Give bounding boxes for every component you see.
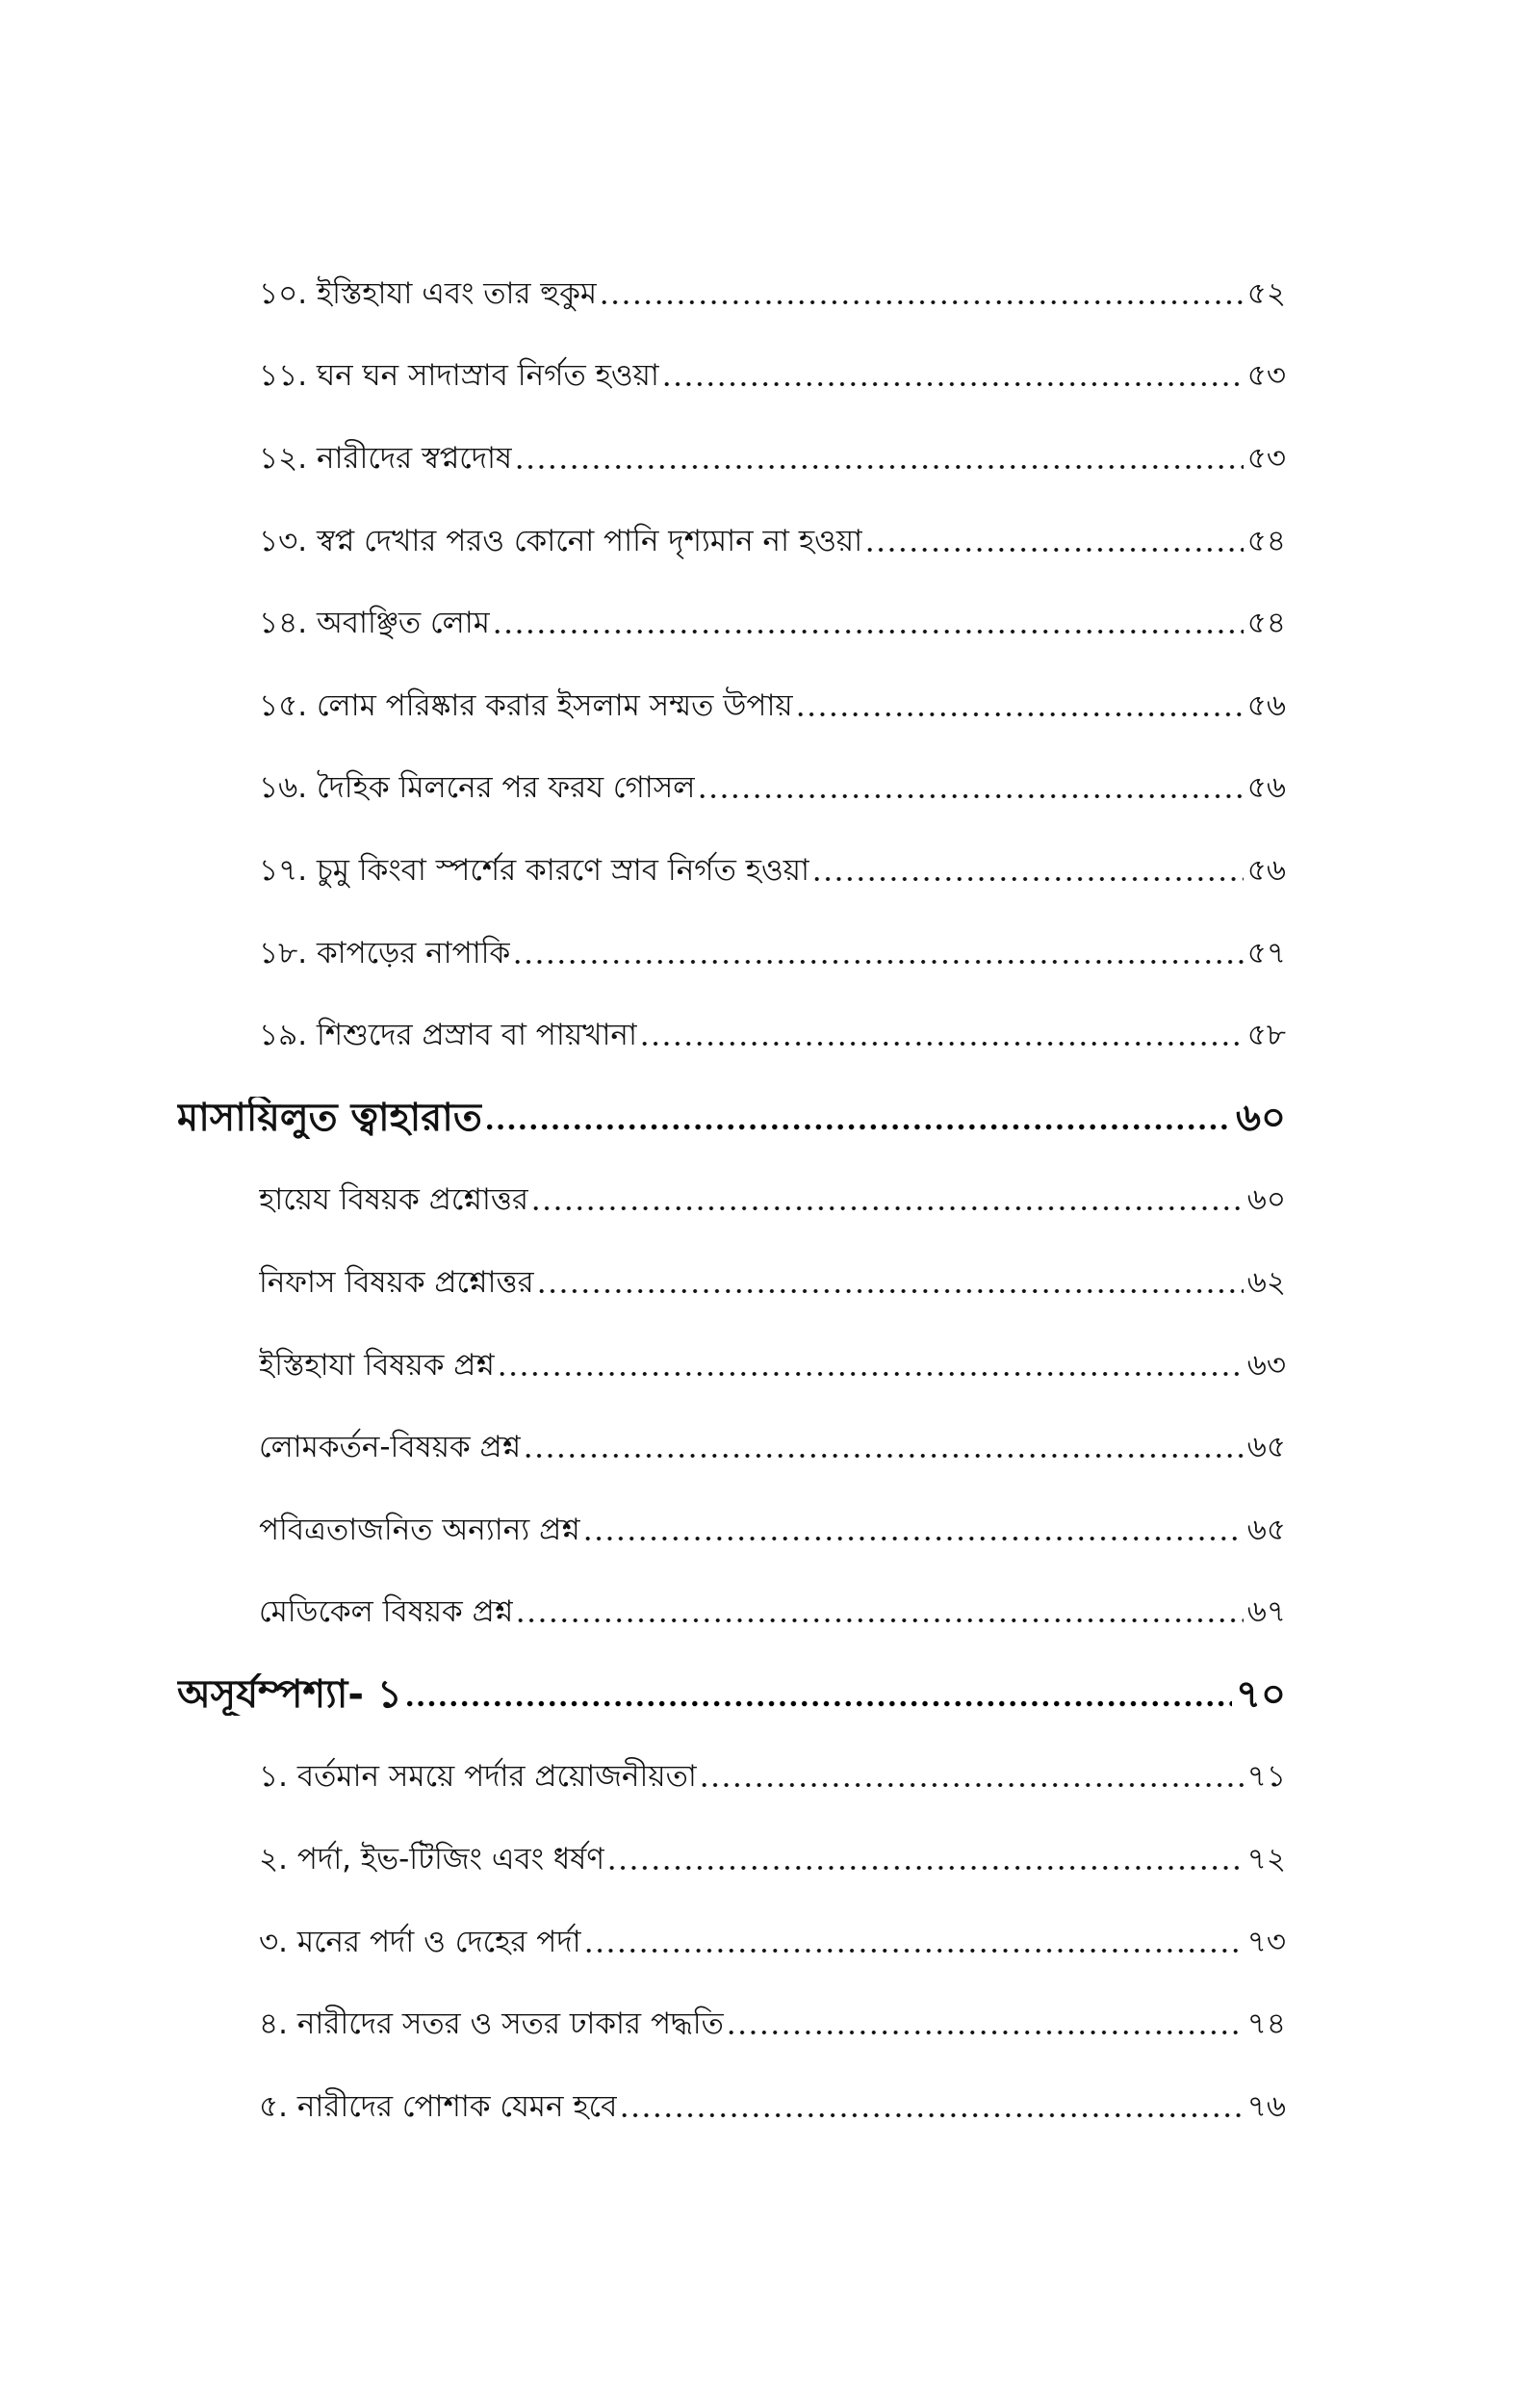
toc-entry-title: ৩. মনের পর্দা ও দেহের পর্দা — [259, 1924, 581, 1959]
toc-entry-title: ৫. নারীদের পোশাক যেমন হবে — [259, 2088, 618, 2124]
toc-entry — [177, 1982, 1286, 2065]
toc-entry-page-number: ৫৬ — [1246, 852, 1286, 888]
toc-entry-page-number: ৫৭ — [1246, 935, 1286, 971]
toc-entry-page-number: ৬২ — [1246, 1264, 1286, 1300]
toc-entry-page-number: ৭৪ — [1246, 2006, 1286, 2042]
toc-entry-title: ১২. নারীদের স্বপ্নদোষ — [259, 440, 513, 476]
dot-leader — [795, 685, 1244, 727]
toc-entry — [177, 1736, 1286, 1819]
toc-entry — [177, 1571, 1286, 1654]
toc-entry-title: ১৩. স্বপ্ন দেখার পরও কোনো পানি দৃশ্যমান না হওয়া — [259, 523, 863, 558]
dot-leader — [599, 272, 1244, 315]
toc-section-heading — [177, 1076, 1286, 1159]
dot-leader — [523, 1426, 1244, 1468]
toc-entry-page-number: ৫৩ — [1246, 440, 1286, 476]
dot-leader — [697, 766, 1243, 809]
dot-leader — [536, 1261, 1244, 1304]
toc-entry-title: ৪. নারীদের সতর ও সতর ঢাকার পদ্ধতি — [259, 2006, 724, 2042]
dot-leader — [726, 2003, 1244, 2045]
dot-leader — [699, 1755, 1244, 1798]
toc-entry-title: হায়েয বিষয়ক প্রশ্নোত্তর — [259, 1182, 529, 1218]
dot-leader — [582, 1509, 1244, 1551]
toc-entry-title: লোমকর্তন-বিষয়ক প্রশ্ন — [259, 1430, 522, 1465]
toc-section-title: মাসায়িলুত ত্বাহারাত — [177, 1096, 482, 1139]
toc-entry-title: নিফাস বিষয়ক প্রশ্নোত্তর — [259, 1264, 534, 1300]
toc-entry — [177, 1901, 1286, 1983]
toc-entry — [177, 417, 1286, 500]
toc-entry — [177, 664, 1286, 747]
toc-entry-page-number: ৬০ — [1246, 1182, 1286, 1218]
toc-entry-page-number: ৬৫ — [1246, 1430, 1286, 1465]
toc-entry — [177, 1488, 1286, 1571]
toc-entry-title: ২. পর্দা, ইভ-টিজিং এবং ধর্ষণ — [259, 1842, 605, 1877]
toc-entry-page-number: ৫২ — [1246, 275, 1286, 311]
dot-leader — [514, 437, 1244, 479]
toc-entry — [177, 1159, 1286, 1242]
dot-leader — [864, 520, 1244, 562]
toc-entry-title: পবিত্রতাজনিত অন্যান্য প্রশ্ন — [259, 1512, 580, 1547]
toc-entry-page-number: ৭৬ — [1246, 2088, 1286, 2124]
toc-entry-title: মেডিকেল বিষয়ক প্রশ্ন — [259, 1594, 514, 1630]
dot-leader — [515, 1591, 1243, 1633]
toc-entry-page-number: ৫৬ — [1246, 770, 1286, 806]
toc-entry — [177, 912, 1286, 995]
toc-entry-title: ১৫. লোম পরিষ্কার করার ইসলাম সম্মত উপায় — [259, 687, 793, 723]
toc-entry-page-number: ৭২ — [1246, 1842, 1286, 1877]
toc-entry — [177, 747, 1286, 830]
toc-section-page-number: ৭০ — [1235, 1671, 1286, 1717]
toc-entry — [177, 1241, 1286, 1324]
dot-leader — [811, 849, 1244, 892]
toc-entry-title: ১৯. শিশুদের প্রস্রাব বা পায়খানা — [259, 1018, 637, 1053]
toc-entry — [177, 2065, 1286, 2148]
dot-leader — [583, 1921, 1244, 1963]
toc-entry — [177, 252, 1286, 335]
toc-section-page-number: ৬০ — [1235, 1095, 1286, 1140]
toc-entry-title: ১. বর্তমান সময়ে পর্দার প্রয়োজনীয়তা — [259, 1759, 697, 1795]
dot-leader — [619, 2085, 1243, 2128]
toc-entry-page-number: ৫৪ — [1246, 606, 1286, 641]
toc-entry-page-number: ৭১ — [1246, 1759, 1286, 1795]
toc-entry-title: ১৭. চুমু কিংবা স্পর্শের কারণে স্রাব নির্গত হওয়া — [259, 852, 810, 888]
dot-leader — [484, 1097, 1232, 1139]
toc-entry — [177, 1406, 1286, 1488]
toc-entry-title: ১৬. দৈহিক মিলনের পর ফরয গোসল — [259, 770, 696, 806]
toc-entry-title: ১০. ইস্তিহাযা এবং তার হুকুম — [259, 275, 598, 311]
toc-entry — [177, 582, 1286, 664]
toc-entry-page-number: ৫৬ — [1246, 687, 1286, 723]
toc-section-heading — [177, 1653, 1286, 1736]
dot-leader — [497, 1344, 1244, 1386]
toc-entry-page-number: ৫৩ — [1246, 358, 1286, 394]
table-of-contents — [177, 252, 1286, 2148]
dot-leader — [492, 602, 1244, 644]
toc-entry-title: ১১. ঘন ঘন সাদাস্রাব নির্গত হওয়া — [259, 358, 659, 394]
toc-section-title: অসূর্যম্পশ্যা- ১ — [177, 1672, 402, 1716]
toc-entry — [177, 1818, 1286, 1901]
toc-entry — [177, 335, 1286, 418]
toc-entry-title: ১৮. কাপড়ের নাপাকি — [259, 935, 511, 971]
dot-leader — [404, 1673, 1232, 1716]
dot-leader — [606, 1838, 1244, 1880]
toc-entry — [177, 829, 1286, 912]
toc-entry — [177, 1324, 1286, 1407]
dot-leader — [639, 1014, 1244, 1056]
toc-entry-title: ইস্তিহাযা বিষয়ক প্রশ্ন — [259, 1347, 495, 1383]
toc-entry — [177, 500, 1286, 582]
dot-leader — [530, 1178, 1244, 1221]
toc-entry — [177, 994, 1286, 1076]
toc-entry-page-number: ৬৩ — [1246, 1347, 1286, 1383]
dot-leader — [661, 354, 1244, 397]
toc-entry-page-number: ৬৭ — [1246, 1594, 1286, 1630]
toc-entry-page-number: ৫৪ — [1246, 523, 1286, 558]
toc-entry-page-number: ৭৩ — [1246, 1924, 1286, 1959]
toc-entry-title: ১৪. অবাঞ্ছিত লোম — [259, 606, 490, 641]
dot-leader — [512, 932, 1243, 974]
toc-entry-page-number: ৬৫ — [1246, 1512, 1286, 1547]
toc-entry-page-number: ৫৮ — [1246, 1018, 1286, 1053]
